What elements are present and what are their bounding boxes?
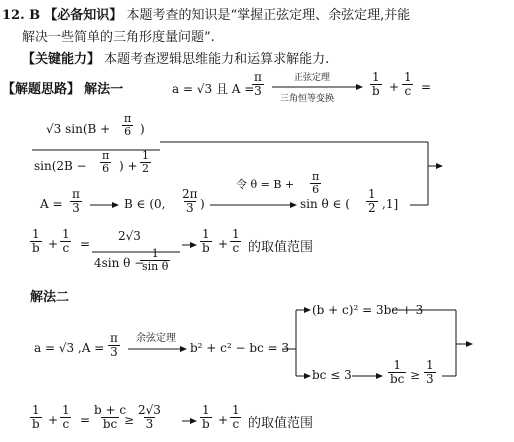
frac-1-over-c: $\frac{1}{c}$ bbox=[404, 70, 412, 98]
frac-pi-over-6-num: $\frac{\pi}{6}$ bbox=[124, 112, 132, 138]
solution-tag: 【解题思路】 bbox=[2, 82, 81, 97]
numerator-close: ) bbox=[140, 122, 145, 136]
m2-arrow-label: 余弦定理 bbox=[136, 333, 176, 344]
final-result-plus: + bbox=[218, 413, 229, 427]
method2-title: 解法二 bbox=[30, 290, 70, 305]
m2-law: b² + c² − bc = 3 bbox=[190, 341, 290, 355]
upper-branch: (b + c)² = 3bc + 3 bbox=[312, 303, 424, 317]
ability-text: 本题考查逻辑思维能力和运算求解能力. bbox=[104, 52, 330, 67]
final-ge: ≥ bbox=[124, 413, 135, 427]
theta-range-half: $\frac{1}{2}$ bbox=[368, 187, 376, 215]
big-fraction-numerator: √3 sin(B + bbox=[46, 122, 111, 136]
lower-branch-bc: bc ≤ 3 bbox=[312, 368, 352, 382]
line4-eq: = bbox=[80, 237, 91, 251]
final-plus: + bbox=[48, 413, 59, 427]
line3-2pi-over-3: $\frac{2\pi}{3}$ bbox=[182, 187, 198, 215]
theta-pi-over-6: $\frac{\pi}{6}$ bbox=[312, 170, 320, 196]
final-bc-frac: $\frac{b + c}{bc}$ bbox=[94, 403, 127, 431]
lower-branch-1-over-bc: $\frac{1}{bc}$ bbox=[390, 358, 405, 386]
final-eq: = bbox=[80, 413, 91, 427]
line3-B: B ∈ (0, bbox=[124, 197, 166, 211]
line4-denominator: 4sin θ − bbox=[94, 256, 145, 270]
line4-result-plus: + bbox=[218, 237, 229, 251]
knowledge-text-2: 解决一些简单的三角形度量问题”. bbox=[22, 30, 215, 45]
line3-pi-over-3: $\frac{\pi}{3}$ bbox=[72, 187, 80, 215]
knowledge-text-1: 本题考查的知识是“掌握正弦定理、余弦定理,并能 bbox=[126, 8, 411, 23]
lower-branch-1-over-3: $\frac{1}{3}$ bbox=[426, 358, 434, 386]
line4-range-text: 的取值范围 bbox=[248, 240, 314, 255]
question-number: 12. B bbox=[2, 8, 41, 23]
final-1-over-b: $\frac{1}{b}$ bbox=[32, 403, 40, 431]
theta-substitution: 令 θ = B + bbox=[236, 178, 295, 191]
line4-plus: + bbox=[48, 237, 59, 251]
frac-1-over-2: $\frac{1}{2}$ bbox=[142, 149, 149, 175]
final-1-over-c: $\frac{1}{c}$ bbox=[62, 403, 70, 431]
frac-pi-over-6-den: $\frac{\pi}{6}$ bbox=[102, 149, 110, 175]
line4-result-1-over-c: $\frac{1}{c}$ bbox=[232, 227, 240, 255]
line3-close: ) bbox=[200, 197, 205, 211]
line4-1-over-b: $\frac{1}{b}$ bbox=[32, 227, 40, 255]
denominator-rest: ) + bbox=[119, 159, 138, 173]
arrow-label-sine-law: 正弦定理 bbox=[294, 73, 331, 83]
cond-a: a = √3 且 A = bbox=[172, 82, 255, 96]
theta-range-end: ,1] bbox=[382, 197, 399, 211]
method1-title: 解法一 bbox=[84, 82, 124, 97]
frac-pi-over-3: $\frac{\pi}{3}$ bbox=[254, 70, 262, 98]
plus-sign: + bbox=[389, 80, 400, 94]
line3-A: A = bbox=[40, 197, 63, 211]
theta-range: sin θ ∈ ( bbox=[300, 197, 350, 211]
big-fraction-denominator: sin(2B − bbox=[34, 159, 87, 173]
line4-numerator: 2√3 bbox=[118, 229, 141, 243]
m2-lhs: a = √3 ,A = bbox=[34, 341, 105, 355]
lower-branch-ge: ≥ bbox=[410, 368, 421, 382]
m2-pi-over-3: $\frac{\pi}{3}$ bbox=[110, 331, 118, 359]
line4-result-1-over-b: $\frac{1}{b}$ bbox=[202, 227, 210, 255]
line4-1-over-c: $\frac{1}{c}$ bbox=[62, 227, 70, 255]
final-result-1-over-b: $\frac{1}{b}$ bbox=[202, 403, 210, 431]
final-2root3-over-3: $\frac{2√3}{3}$ bbox=[138, 403, 161, 431]
final-result-1-over-c: $\frac{1}{c}$ bbox=[232, 403, 240, 431]
final-range-text: 的取值范围 bbox=[248, 416, 314, 431]
equals-sign: = bbox=[421, 80, 432, 94]
arrow-label-trig-transform: 三角恒等变换 bbox=[280, 94, 335, 104]
knowledge-tag: 【必备知识】 bbox=[44, 8, 123, 23]
ability-tag: 【关键能力】 bbox=[22, 52, 101, 67]
line4-1-over-sin: $\frac{1}{\text{sin θ}}$ bbox=[142, 247, 169, 273]
frac-1-over-b: $\frac{1}{b}$ bbox=[372, 70, 380, 98]
